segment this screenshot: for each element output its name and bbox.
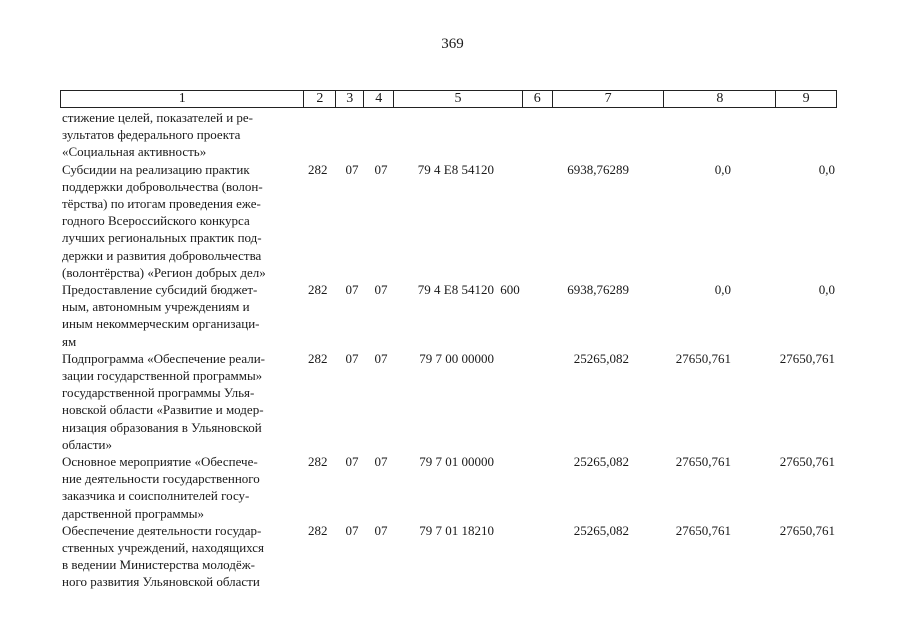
row-name-line: заказчика и соисполнителей госу-: [62, 488, 250, 504]
row-name-cell: [62, 522, 302, 591]
row-name-line: государственной программы Улья-: [62, 385, 255, 401]
row-cell-c9: [731, 109, 835, 161]
row-cell-c5: 79 7 00 00000: [419, 350, 494, 366]
row-name-line: иным некоммерческим организаци-: [62, 316, 260, 332]
row-cell-c3: 07: [345, 522, 359, 538]
row-cell-c3: 07: [345, 454, 359, 470]
row-cell-c4: 07: [374, 350, 388, 366]
row-name-line: ственных учреждений, находящихся: [62, 540, 265, 556]
row-cell-c6: [494, 350, 526, 453]
row-name-line: ям: [62, 333, 77, 349]
row-name-line: годного Всероссийского конкурса: [62, 213, 250, 229]
row-cell-c3: 07: [345, 282, 359, 298]
row-name-line: в ведении Министерства молодёж-: [62, 557, 256, 573]
row-name-line: ного развития Ульяновской области: [62, 574, 260, 590]
row-cell-c5: 79 7 01 00000: [419, 454, 494, 470]
row-cell-c5: 79 4 E8 54120: [417, 282, 494, 298]
row-cell-c7: 25265,082: [573, 350, 629, 366]
row-name-cell: [62, 109, 302, 161]
row-cell-c8: 27650,761: [675, 454, 731, 470]
row-cell-c9: 27650,761: [779, 522, 835, 538]
header-col-4: 4: [364, 91, 394, 107]
row-cell-c8: 0,0: [714, 161, 731, 177]
row-name-line: поддержки добровольчества (волон-: [62, 178, 263, 194]
row-name-line: лучших региональных практик под-: [62, 230, 262, 246]
row-name-line: низация образования в Ульяновской: [62, 419, 262, 435]
row-cell-c3: 07: [345, 161, 359, 177]
row-name-cell: [62, 281, 302, 350]
row-cell-c3: 07: [345, 350, 359, 366]
table-row: [62, 109, 837, 161]
row-cell-c5: [396, 109, 494, 161]
row-name-cell: [62, 453, 302, 522]
row-name-line: Предоставление субсидий бюджет-: [62, 282, 258, 298]
row-cell-c8: 27650,761: [675, 522, 731, 538]
row-name-line: ным, автономным учреждениям и: [62, 299, 250, 315]
row-cell-c6: 600: [500, 282, 520, 298]
header-col-5: 5: [394, 91, 523, 107]
row-cell-c2: 282: [308, 161, 328, 177]
row-cell-c4: 07: [374, 161, 388, 177]
table-row: [62, 281, 837, 350]
row-cell-c4: 07: [374, 282, 388, 298]
row-name-line: Обеспечение деятельности государ-: [62, 522, 262, 538]
row-name-line: держки и развития добровольчества: [62, 247, 262, 263]
row-name-line: «Социальная активность»: [62, 144, 207, 160]
row-cell-c8: [629, 109, 731, 161]
row-name-line: Основное мероприятие «Обеспече-: [62, 454, 258, 470]
row-name-line: зации государственной программы»: [62, 368, 263, 384]
header-col-7: 7: [553, 91, 665, 107]
row-cell-c7: 25265,082: [573, 454, 629, 470]
row-cell-c6: [494, 453, 526, 522]
row-name-line: дарственной программы»: [62, 505, 205, 521]
row-cell-c2: 282: [308, 454, 328, 470]
row-cell-c7: 6938,76289: [567, 161, 629, 177]
table-row: [62, 161, 837, 281]
row-name-line: новской области «Развитие и модер-: [62, 402, 264, 418]
row-cell-c2: 282: [308, 522, 328, 538]
row-cell-c4: [366, 109, 396, 161]
table-row: [62, 453, 837, 522]
row-cell-c4: 07: [374, 454, 388, 470]
header-col-3: 3: [336, 91, 364, 107]
header-col-2: 2: [304, 91, 336, 107]
row-cell-c9: 0,0: [818, 282, 835, 298]
page-number: 369: [441, 36, 464, 52]
row-name-line: тёрства) по итогам проведения еже-: [62, 196, 261, 212]
table-row: [62, 350, 837, 453]
row-cell-c9: 27650,761: [779, 350, 835, 366]
row-name-line: Субсидии на реализацию практик: [62, 161, 250, 177]
row-cell-c2: [302, 109, 338, 161]
row-name-line: области»: [62, 436, 112, 452]
header-col-6: 6: [523, 91, 553, 107]
row-name-line: зультатов федерального проекта: [62, 127, 241, 143]
row-name-line: ние деятельности государственного: [62, 471, 260, 487]
header-col-8: 8: [664, 91, 776, 107]
table-header-row: [60, 90, 837, 108]
row-cell-c2: 282: [308, 282, 328, 298]
row-cell-c8: 27650,761: [675, 350, 731, 366]
row-cell-c7: 25265,082: [573, 522, 629, 538]
row-cell-c6: [494, 522, 526, 591]
row-cell-c4: 07: [374, 522, 388, 538]
row-cell-c9: 27650,761: [779, 454, 835, 470]
table-row: [62, 522, 837, 591]
header-col-9: 9: [802, 91, 810, 106]
row-cell-c5: 79 4 E8 54120: [417, 161, 494, 177]
row-name-cell: [62, 350, 302, 453]
row-name-cell: [62, 161, 302, 281]
row-cell-c2: 282: [308, 350, 328, 366]
row-cell-c6: [494, 109, 526, 161]
row-cell-c8: 0,0: [714, 282, 731, 298]
row-name-line: стижение целей, показателей и ре-: [62, 110, 254, 125]
table-body: [62, 109, 837, 591]
row-cell-c3: [338, 109, 366, 161]
header-col-1: 1: [61, 91, 304, 107]
row-cell-c9: 0,0: [818, 161, 835, 177]
row-name-line: (волонтёрства) «Регион добрых дел»: [62, 264, 266, 280]
row-cell-c6: [494, 161, 526, 281]
row-name-line: Подпрограмма «Обеспечение реали-: [62, 350, 265, 366]
row-cell-c7: 6938,76289: [567, 282, 629, 298]
row-cell-c5: 79 7 01 18210: [419, 522, 494, 538]
row-cell-c7: [526, 109, 629, 161]
